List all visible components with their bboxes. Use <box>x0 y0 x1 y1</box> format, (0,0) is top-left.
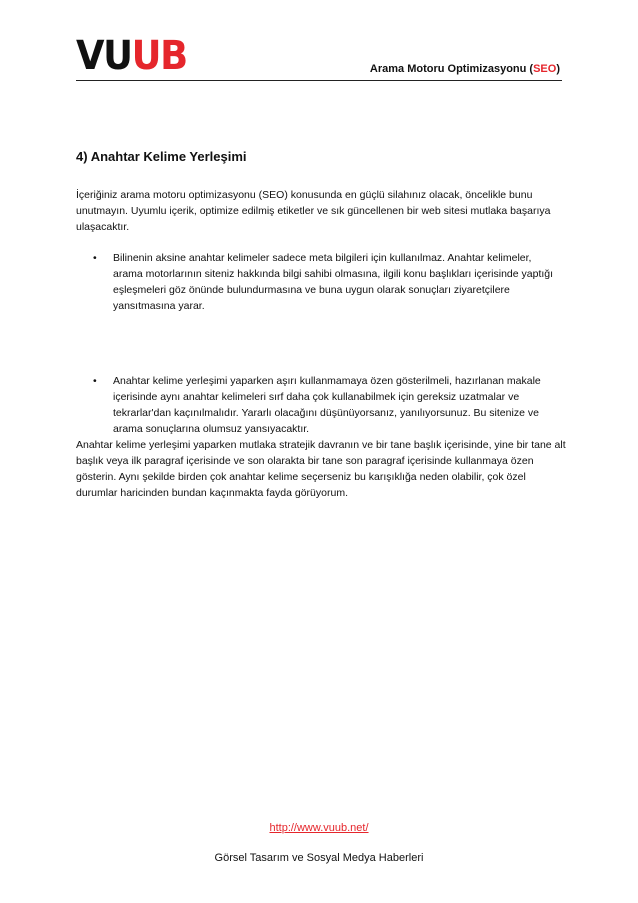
header-title-seo: SEO <box>533 63 557 75</box>
header-title-prefix: Arama Motoru Optimizasyonu ( <box>369 63 534 75</box>
bullet-marker: • <box>93 375 97 387</box>
bullet-text: Bilinenin aksine anahtar kelimeler sadece meta bilgileri için kullanılmaz. Anahtar kelimeler, arama motorlarının siteniz hakkında bilgi sahibi olmasına, ilgili konu başlıkları içerisinde yaptığı eşleşmeleri göz önünde bulundurmasına ve buna uygun olarak sonuçları ziyaretçilere yansıtmasına yarar. <box>113 252 554 312</box>
bullet-marker: • <box>93 252 97 264</box>
header-divider <box>76 80 562 81</box>
intro-paragraph: İçeriğiniz arama motoru optimizasyonu (SEO) konusunda en güçlü silahınız olacak, öncelikle bunu unutmayın. Uyumlu içerik, optimize edilmiş etiketler ve sık güncellenen bir web sitesi mutlaka başarıya ulaşacaktır. <box>76 189 551 233</box>
closing-paragraph: Anahtar kelime yerleşimi yaparken mutlaka stratejik davranın ve bir tane başlık içerisinde, yine bir tane alt başlık veya ilk paragraf içerisinde ve son olarakta bir tane son paragraf içerisinde kullanmaya özen gösterin. Aynı şekilde birden çok anahtar kelime seçerseniz bu karışıklığa neden olabilir, çok özel durumlar haricinden bundan kaçınmakta fayda görüyorum. <box>76 439 566 499</box>
logo-text-left: VU <box>76 33 132 79</box>
footer-website-link[interactable]: http://www.vuub.net/ <box>269 822 369 834</box>
header-title-suffix: ) <box>556 63 560 75</box>
section-heading: 4) Anahtar Kelime Yerleşimi <box>76 149 247 164</box>
logo-text-right: UB <box>131 33 187 79</box>
header-title <box>370 63 560 75</box>
bullet-text: Anahtar kelime yerleşimi yaparken aşırı kullanmamaya özen gösterilmeli, hazırlanan makale içerisinde aynı anahtar kelimeleri sırf daha çok kullanabilmek için gereksiz uzatmalar ve tekrarlar'dan kaçınılmalıdır. Yararlı olacağını düşünüyorsanız, yanılıyorsunuz. Bu sitenize ve arama sonuçlarına olumsuz yansıyacaktır. <box>113 375 541 435</box>
footer-subtitle: Görsel Tasarım ve Sosyal Medya Haberleri <box>214 852 424 864</box>
vuub-logo <box>76 33 187 79</box>
